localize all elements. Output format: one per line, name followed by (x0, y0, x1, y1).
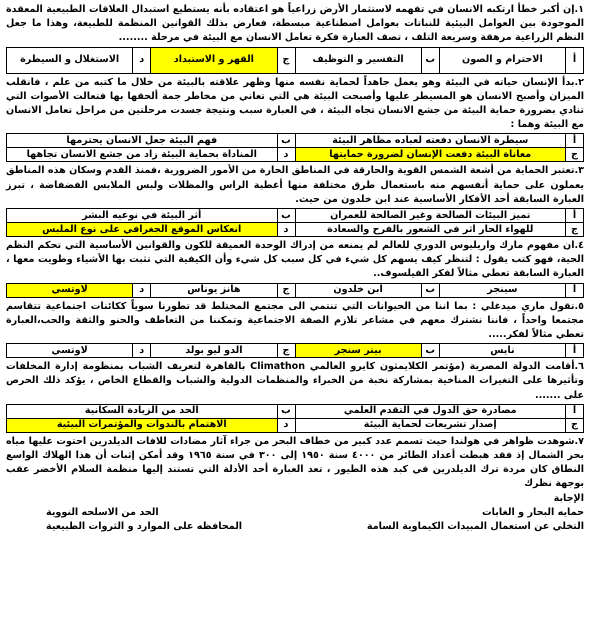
option-letter-b: ب (277, 404, 295, 418)
q3-option-a[interactable]: تميز البيئات الصالحة وغير الصالحة للعمران (295, 209, 566, 223)
question-4-options (6, 283, 584, 298)
question-4-text: ٤.ان مفهوم مارك واريليوس الدوري للعالم لم يمنعه من إدراك الوحدة العميقة للكون والقوانين الأساسية التي تحكم النظم الحية، فهو كتب يقول : لتنظر كيف يسهم كل شيء في كل سبب كل شيء وأن الكيفية التي تثبت بها الأشياء وطويت معها ، العبارة السابقة تعطي مثالاً لفكر الفيلسوف.. (6, 240, 584, 280)
q5-option-b-highlighted[interactable]: بيتر سنجر (295, 344, 421, 358)
option-letter-a: أ (566, 344, 584, 358)
option-letter-b: ب (421, 344, 439, 358)
q5-option-d[interactable]: لاوتسي (7, 344, 133, 358)
option-letter-d: د (277, 148, 295, 162)
option-letter-b: ب (277, 134, 295, 148)
question-5-text: ٥.تقول ماري ميدغلي : بما اننا من الحيوانات التي تنتمي الى مجتمع المختلط قد تطورنا سوياً ككائنات اجتماعية تتقاسم مجتمعا واحداً ، فاننا نشترك معهم في مشاعر تلازم الصفة الاجتماعية وتمكننا من التعاطف والحنو والثقة والحب،العبارة تعطي مثالاً لفكر..... (6, 300, 584, 341)
question-7-text: ٧.شوهدت ظواهر في هولندا حيث تسمم عدد كبير من خطاف البحر من جراء آثار مضادات للافات الديلدرين احتوت عليها مياه بحر الشمال إذ فقد هبطت أعداد الطائر من ٤٠٠٠ سنة ١٩٥٠ إلى ٣٠٠ في سنة ١٩٦٥ وقد أمكن إثبات أن هذا الهلاك الواسع النطاق كان مردة ترك الديلدرين في كبد هذه الطيور ، تعد العبارة أحد الأدلة التي تستند إليها منظمة السلام الأخضر عقب بوجهة نظرك (6, 435, 584, 490)
q4-option-a[interactable]: سينجر (439, 283, 565, 297)
answer-item: التخلي عن استعمال المبيدات الكيماوية السامة (366, 520, 584, 532)
q2-option-a[interactable]: سيطرة الانسان دفعته لعباده مظاهر البيئة (295, 134, 566, 148)
answer-item: حمايه البحار و الغابات (482, 506, 584, 518)
answer-label: الإجابة (553, 492, 584, 504)
option-letter-c: ج (277, 344, 295, 358)
option-letter-a: أ (566, 404, 584, 418)
question-6-options (6, 404, 584, 433)
q5-option-c[interactable]: الدو ليو بولد (151, 344, 277, 358)
q6-option-a[interactable]: مصادرة حق الدول في التقدم العلمي (295, 404, 566, 418)
question-2-text: ٢.بدأ الإنسان حياته في البيئة وهو يعمل جاهداً لحماية نفسه منها وظهر علاقته بالبيئة من خلال ما كتبه من علم ، فانقلب الميزان وأصبح الانسان هو المسيطر عليها وأصبحت البيئة هي التي تعاني من مخاطر جمة ألحقها بها فتعالت الأصوات التي تنادي بضرورة حماية البيئة من جشع الانسان تجاه البيئة ، في العبارة سبب ونتيجة جسدت مرحلتين من مراحل تعامل الانسان مع البيئة وهما : (6, 76, 584, 131)
q4-option-b[interactable]: ابن خلدون (295, 283, 421, 297)
option-letter-a: أ (566, 134, 584, 148)
q4-option-d-highlighted[interactable]: لاوتسي (7, 283, 133, 297)
q3-option-c[interactable]: للهواء الحار اثر في الشعور بالفرح والسعادة (295, 223, 566, 237)
option-letter-a: أ (566, 283, 584, 297)
option-letter-b: ب (421, 283, 439, 297)
option-letter-c: ج (566, 223, 584, 237)
question-1-text: ١.إن أكبر خطأ ارتكبه الانسان في تفهمه لاستثمار الأرض زراعياً هو اعتقاده بأنه يستطيع استبدال العلاقات الطبيعية المعقدة الموجودة بين العوامل البيئية للنباتات بعوامل اصطناعية مبسطة، فعارض بذلك القوانين المنظمة للطبيعة، وهذا ما جعل النظم الزراعية مرهقة وسريعة التلف ، تصف العبارة فكرة تعامل الانسان مع البيئة في مرحلة ........ (6, 4, 584, 44)
answer-row (6, 520, 584, 534)
option-letter-d: د (277, 223, 295, 237)
question-1-options (6, 47, 584, 74)
question-3-options (6, 208, 584, 237)
option-letter-b: ب (421, 47, 439, 73)
q2-option-c-highlighted[interactable]: معاناة البيئة دفعت الإنسان لضرورة حمايتها (295, 148, 566, 162)
option-letter-c: ج (277, 47, 295, 73)
q1-option-a[interactable]: الاحترام و الصون (439, 47, 565, 73)
q6-option-b[interactable]: الحد من الزيادة السكانية (7, 404, 278, 418)
answer-row (6, 506, 584, 520)
option-letter-c: ج (566, 148, 584, 162)
option-letter-d: د (133, 47, 151, 73)
option-letter-b: ب (277, 209, 295, 223)
q5-option-a[interactable]: نايس (439, 344, 565, 358)
q3-option-d-highlighted[interactable]: انعكاس الموقع الجغرافي على نوع الملبس (7, 223, 278, 237)
answer-item: المحافظه على الموارد و الثروات الطبيعية (46, 520, 243, 532)
option-letter-a: أ (566, 47, 584, 73)
q1-option-d[interactable]: الاستغلال و السيطرة (7, 47, 133, 73)
question-2-options (6, 133, 584, 162)
option-letter-c: ج (277, 283, 295, 297)
q1-option-c-highlighted[interactable]: القهر و الاستبداد (151, 47, 277, 73)
q2-option-b[interactable]: فهم البيئة جعل الانسان يحترمها (7, 134, 278, 148)
q3-option-b[interactable]: أثر البيئة في نوعيه البشر (7, 209, 278, 223)
question-6-text: ٦.أقامت الدولة المصرية (مؤتمر الكلايمثون كايرو العالمي Climathon بالقاهرة لتعريف الشباب بمنظومة إدارة المخلفات وتأثيرها على التغيرات المناخية بمشاركة نخبة من الخبراء والمنظمات الدولية والشباب والقطاع الخاص ، يؤكد ذلك الحرص على ....... (6, 361, 585, 401)
q1-option-b[interactable]: التفسير و التوظيف (295, 47, 421, 73)
q6-option-c[interactable]: إصدار تشريعات لحماية البيئة (295, 418, 566, 432)
option-letter-c: ج (566, 418, 584, 432)
option-letter-d: د (133, 283, 151, 297)
q6-option-d-highlighted[interactable]: الاهتمام بالندوات والمؤتمرات البيئية (7, 418, 278, 432)
option-letter-d: د (133, 344, 151, 358)
answer-item: الحد من الاسلحه النووية (46, 506, 159, 518)
option-letter-d: د (277, 418, 295, 432)
q4-option-c[interactable]: هانز يوناس (151, 283, 277, 297)
question-5-options (6, 343, 584, 358)
option-letter-a: أ (566, 209, 584, 223)
question-3-text: ٣.تعتبر الحماية من أشعة الشمس القوية والحارقة في المناطق الحارة من الأمور الضرورية ،فمنذ القدم وسكان هذه المناطق يعملون على حماية أنفسهم منه باستعمال طرق مختلفة منها أغطية الراس والمظلات ولبس الملابس الفضفاضة ، تبرز العبارة السابقة أحد الأفكار الأساسية عند ابن خلدون من حيث. (6, 165, 584, 205)
q2-option-d[interactable]: المناداة بحماية البيئة زاد من جشع الانسان تجاهها (7, 148, 278, 162)
answer-label-row (6, 492, 584, 506)
